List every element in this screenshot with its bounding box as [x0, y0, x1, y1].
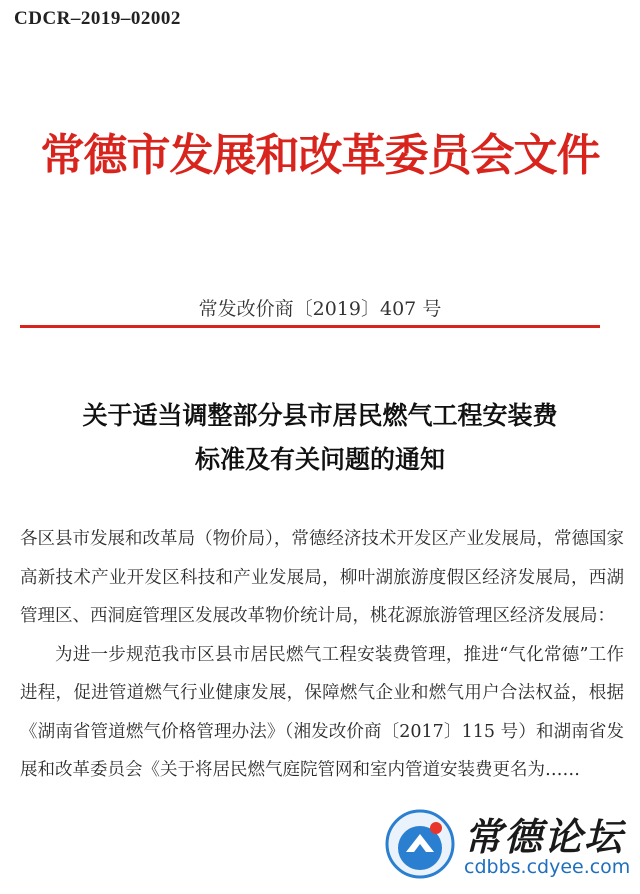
document-code: CDCR–2019–02002	[14, 8, 181, 29]
addressee-paragraph: 各区县市发展和改革局（物价局），常德经济技术开发区产业发展局，常德国家高新技术产业开发区科技和产业发展局，柳叶湖旅游度假区经济发展局，西湖管理区、西洞庭管理区发展改革物价统计局，桃花源旅游管理区经济发展局：	[20, 529, 624, 626]
document-title	[0, 394, 640, 482]
document-number: 常发改价商〔2019〕407 号	[198, 298, 442, 320]
document-body	[20, 520, 624, 790]
title-line-1: 关于适当调整部分县市居民燃气工程安装费	[82, 401, 558, 430]
issuer-header: 常德市发展和改革委员会文件	[40, 130, 600, 181]
title-line-2: 标准及有关问题的通知	[194, 445, 445, 474]
forum-watermark	[384, 802, 634, 886]
body-paragraph: 为进一步规范我市区县市居民燃气工程安装费管理，推进“气化常德”工作进程，促进管道燃气行业健康发展，保障燃气企业和燃气用户合法权益，根据《湖南省管道燃气价格管理办法》（湘发改价商〔2017〕115 号）和湖南省发展和改革委员会《关于将居民燃气庭院管网和室内管道安装费更名为……	[20, 644, 624, 780]
watermark-site-name: 常德论坛	[464, 815, 625, 859]
watermark-site-url[interactable]: cdbbs.cdyee.com	[464, 856, 631, 878]
red-divider-line	[20, 325, 600, 328]
forum-logo-icon	[384, 808, 456, 880]
